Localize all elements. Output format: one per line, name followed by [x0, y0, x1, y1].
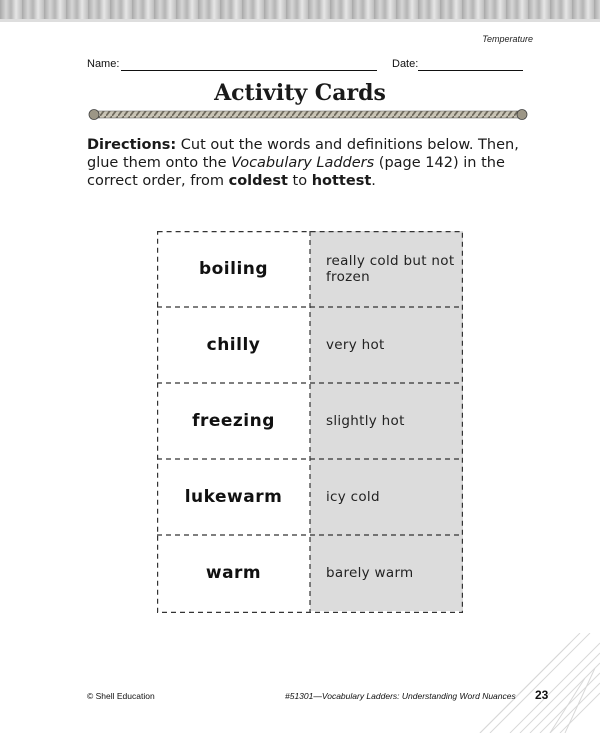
directions-part-4: .	[371, 173, 376, 189]
hottest-word: hottest	[311, 173, 372, 189]
definition-card: slightly hot	[310, 383, 463, 459]
word-card: lukewarm	[184, 487, 283, 507]
definition-card: really cold but not frozen	[310, 231, 463, 307]
directions-text	[87, 136, 547, 190]
card-row	[157, 231, 463, 307]
card-row	[157, 383, 463, 459]
card-row	[157, 535, 463, 611]
page-number: 23	[535, 688, 549, 702]
section-label: Temperature	[482, 34, 533, 44]
rope-divider	[88, 108, 528, 122]
definition-card: very hot	[310, 307, 463, 383]
word-card: warm	[205, 563, 262, 583]
card-row	[157, 459, 463, 535]
top-texture-band	[0, 0, 600, 22]
product-credit: #51301—Vocabulary Ladders: Understanding Word Nuances	[285, 691, 516, 701]
name-line	[121, 70, 377, 71]
name-label: Name:	[87, 58, 120, 70]
publisher-credit: © Shell Education	[87, 691, 155, 701]
directions-part-2: (page 142) in the correct order, from	[87, 155, 505, 189]
card-row	[157, 307, 463, 383]
coldest-word: coldest	[228, 173, 288, 189]
word-card: boiling	[198, 259, 269, 279]
name-date-row	[87, 58, 527, 74]
corner-texture	[390, 633, 600, 733]
book-title: Vocabulary Ladders	[231, 155, 375, 171]
directions-part-1: Cut out the words and definitions below. Then, glue them onto the	[87, 137, 519, 171]
activity-cards-grid	[157, 231, 463, 613]
definition-card: barely warm	[310, 535, 463, 611]
directions-part-3: to	[287, 173, 312, 189]
definition-card: icy cold	[310, 459, 463, 535]
page-title: Activity Cards	[214, 80, 386, 106]
date-line	[418, 70, 523, 71]
word-card: chilly	[206, 335, 261, 355]
directions-lead: Directions:	[87, 137, 177, 153]
word-card: freezing	[192, 411, 275, 431]
date-label: Date:	[392, 58, 419, 70]
